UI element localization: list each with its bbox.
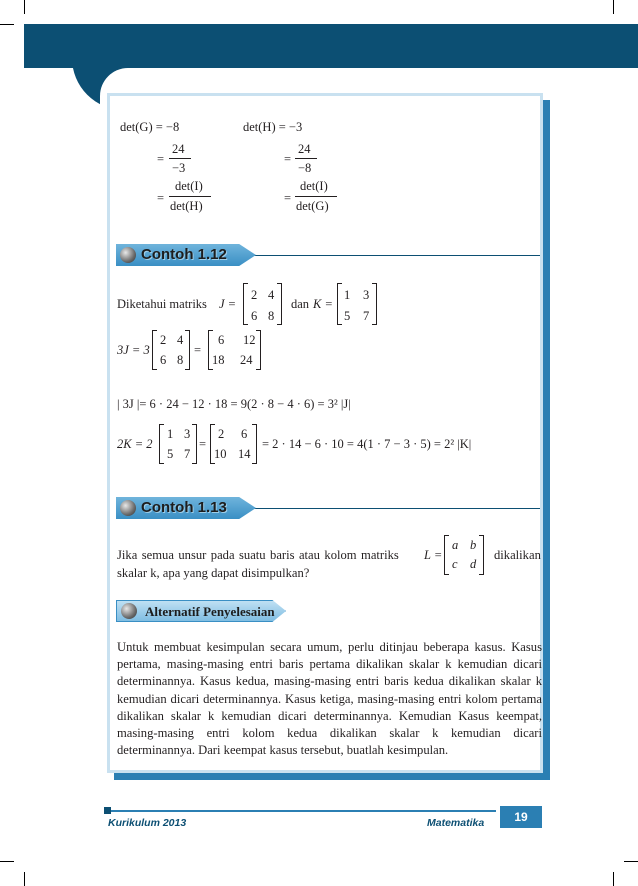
frac-bar [295,158,317,159]
ball-icon [120,500,136,516]
matrix-cell: 7 [184,447,191,461]
matrix-cell: 3 [363,288,370,302]
eq-sign: = [199,437,207,451]
frac-bar [169,196,211,197]
matrix-cell: 8 [177,353,184,367]
matrix-cell: d [470,557,477,571]
bracket-right [479,535,484,575]
j-label: J = [219,297,237,311]
matrix-cell: 4 [177,333,184,347]
matrix-cell: 5 [167,447,174,461]
frac-num: det(I) [175,179,203,193]
matrix-cell: 10 [214,447,227,461]
crop-mark [0,861,14,862]
det-2k-line: = 2 · 14 − 6 · 10 = 4(1 · 7 − 3 · 5) = 2² |K| [262,437,472,451]
k-label: K = [313,297,333,311]
crop-mark [24,872,25,886]
matrix-cell: 2 [218,427,225,441]
footer-rule [108,810,496,812]
bracket-right [256,330,261,370]
matrix-cell: 6 [241,427,248,441]
frac-den: −8 [298,161,312,175]
matrix-cell: 12 [243,333,256,347]
intro-text: Diketahui matriks [117,297,207,311]
eq-sign: = [157,191,165,205]
matrix-cell: 14 [238,447,251,461]
bracket-left [152,330,157,370]
matrix-cell: 2 [160,333,167,347]
matrix-cell: 6 [218,333,225,347]
matrix-cell: 7 [363,309,370,323]
and-text: dan [291,297,310,311]
banner-rule [250,508,540,509]
banner-rule [250,255,540,256]
l-label: L = [424,548,443,562]
question-text-line2: skalar k, apa yang dapat disimpulkan? [117,566,310,580]
eq-sign: = [284,191,292,205]
matrix-cell: 3 [184,427,191,441]
example-title: Contoh 1.13 [141,499,227,516]
crop-mark [624,861,638,862]
bracket-right [277,283,282,325]
det-3j-line: | 3J |= 6 · 24 − 12 · 18 = 9(2 · 8 − 4 · 6) = 3² |J| [117,397,351,411]
question-text-end: dikalikan [494,548,541,562]
crop-mark [24,0,25,14]
bracket-right [192,424,197,464]
bracket-right [185,330,190,370]
matrix-cell: 6 [160,353,167,367]
frac-bar [169,158,191,159]
example-title: Contoh 1.12 [141,246,227,263]
frac-den: det(G) [296,199,329,213]
eq-sign: = [157,152,165,166]
threej-label: 3J = 3 [117,343,150,357]
matrix-cell: a [452,538,459,552]
matrix-cell: 6 [251,309,258,323]
bracket-right [372,283,377,325]
bracket-right [252,424,257,464]
matrix-cell: b [470,538,477,552]
det-g: det(G) = −8 [120,120,180,134]
frac-den: det(H) [170,199,203,213]
frac-num: 24 [172,142,185,156]
frac-num: det(I) [300,179,328,193]
matrix-cell: 1 [344,288,351,302]
answer-paragraph: Untuk membuat kesimpulan secara umum, perlu ditinjau beberapa kasus. Kasus pertama, masing-masing entri baris pertama dikalikan skalar k kemudian dicari determinannya. Kasus kedua, masing-masing entri baris kedua dikalikan skalar k kemudian dicari determinannya. Kasus ketiga, masing-masing entri kolom pertama dikalikan skalar k kemudian dicari determinannya. Kemudian Kasus keempat, masing-masing entri kolom kedua dikalikan skalar k kemudian dicari determinannya. Dari keempat kasus tersebut, buatlah kesimpulan. [117,640,542,758]
frac-den: −3 [172,161,186,175]
footer-subject: Matematika [427,817,485,829]
matrix-cell: 24 [240,353,253,367]
det-h: det(H) = −3 [243,120,303,134]
solution-title: Alternatif Penyelesaian [145,604,275,619]
header-band-top [24,24,638,68]
crop-mark [613,0,614,14]
bracket-left [159,424,164,464]
crop-mark [0,24,14,25]
footer-marker [104,807,111,814]
bracket-left [243,283,248,325]
matrix-cell: 18 [212,353,225,367]
twok-label: 2K = 2 [117,437,153,451]
matrix-cell: 1 [167,427,174,441]
page-number: 19 [500,806,542,828]
bracket-left [444,535,449,575]
footer-curriculum: Kurikulum 2013 [108,817,187,829]
matrix-cell: 8 [268,309,275,323]
crop-mark [613,872,614,886]
question-text: Jika semua unsur pada suatu baris atau kolom matriks [117,548,399,562]
matrix-cell: c [452,557,458,571]
bracket-left [337,283,342,325]
frac-bar [295,196,337,197]
matrix-cell: 5 [344,309,351,323]
frac-num: 24 [298,142,311,156]
eq-sign: = [194,343,202,357]
matrix-cell: 4 [268,288,275,302]
ball-icon [120,247,136,263]
ball-icon [121,603,137,619]
matrix-cell: 2 [251,288,258,302]
eq-sign: = [284,152,292,166]
